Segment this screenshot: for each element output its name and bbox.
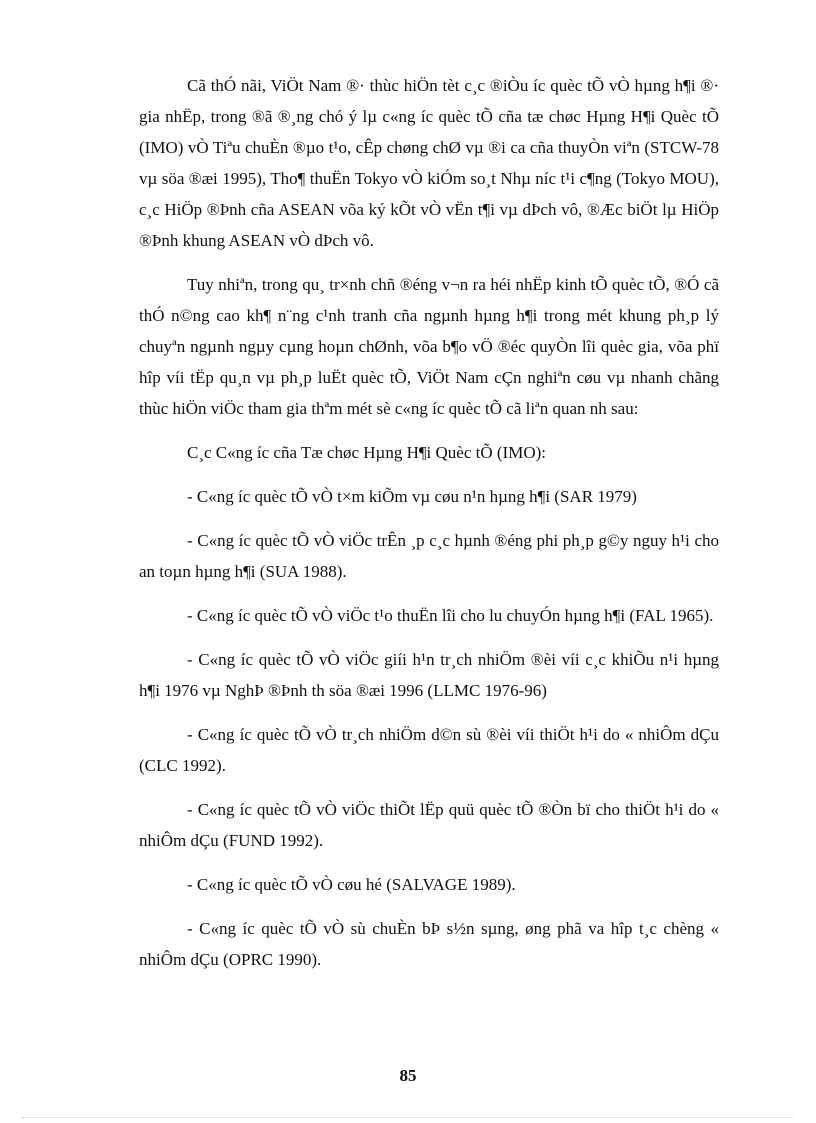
page-number: 85 [399,1066,417,1085]
body-text [139,70,719,988]
list-item-oprc: - C«ng íc quèc tÕ vÒ sù chuÈn bÞ s½n sµng, øng phã va hîp t¸c chèng « nhiÔm dÇu (OPRC 1990). [139,919,719,969]
list-item-sar: - C«ng íc quèc tÕ vÒ t×m kiÕm vµ cøu n¹n hµng h¶i (SAR 1979) [187,487,637,506]
list-item-llmc: - C«ng íc quèc tÕ vÒ viÖc giíi h¹n tr¸ch nhiÖm ®èi víi c¸c khiÕu n¹i hµng h¶i 1976 vµ NghÞ ®Þnh th söa ®æi 1996 (LLMC 1976-96) [139,650,719,700]
bottom-divider [22,1117,794,1118]
list-item-sua: - C«ng íc quèc tÕ vÒ viÖc trÊn ¸p c¸c hµnh ®éng phi ph¸p g©y nguy h¹i cho an toµn hµng h¶i (SUA 1988). [139,531,719,581]
list-item-fund: - C«ng íc quèc tÕ vÒ viÖc thiÕt lËp quü quèc tÕ ®Òn bï cho thiÖt h¹i do « nhiÔm dÇu (FUND 1992). [139,800,719,850]
paragraph-imo-heading: C¸c C«ng íc cña Tæ chøc Hµng H¶i Quèc tÕ (IMO): [187,443,546,462]
paragraph-however: Tuy nhiªn, trong qu¸ tr×nh chñ ®éng v¬n ra héi nhËp kinh tÕ quèc tÕ, ®Ó cã thÓ n©ng cao kh¶ n¨ng c¹nh tranh cña ngµnh hµng h¶i trong mét khung ph¸p lý chuyªn ngµnh ngµy cµng hoµn chØnh, võa b¶o vÖ ®éc quyÒn lîi quèc gia, võa phï hîp víi tËp qu¸n vµ ph¸p luËt quèc tÕ, ViÖt Nam cÇn nghiªn cøu vµ nhanh chãng thùc hiÖn viÖc tham gia thªm mét sè c«ng íc quèc tÕ cã liªn quan nh sau: [139,275,719,418]
list-item-fal: - C«ng íc quèc tÕ vÒ viÖc t¹o thuËn lîi cho lu chuyÓn hµng h¶i (FAL 1965). [187,606,714,625]
list-item-clc: - C«ng íc quèc tÕ vÒ tr¸ch nhiÖm d©n sù ®èi víi thiÖt h¹i do « nhiÔm dÇu (CLC 1992). [139,725,719,775]
list-item-salvage: - C«ng íc quèc tÕ vÒ cøu hé (SALVAGE 1989). [187,875,516,894]
paragraph-intro: Cã thÓ nãi, ViÖt Nam ®· thùc hiÖn tèt c¸c ®iÒu íc quèc tÕ vÒ hµng h¶i ®· gia nhËp, trong ®ã ®¸ng chó ý lµ c«ng íc quèc tÕ cña tæ chøc Hµng H¶i Quèc tÕ (IMO) vÒ Tiªu chuÈn ®µo t¹o, cÊp chøng chØ vµ ®i ca cña thuyÒn viªn (STCW-78 vµ söa ®æi 1995), Tho¶ thuËn Tokyo vÒ kiÓm so¸t Nhµ níc t¹i c¶ng (Tokyo MOU), c¸c HiÖp ®Þnh cña ASEAN võa ký kÕt vÒ vËn t¶i vµ dÞch vô, ®Æc biÖt lµ HiÖp ®Þnh khung ASEAN vÒ dÞch vô. [139,76,719,250]
